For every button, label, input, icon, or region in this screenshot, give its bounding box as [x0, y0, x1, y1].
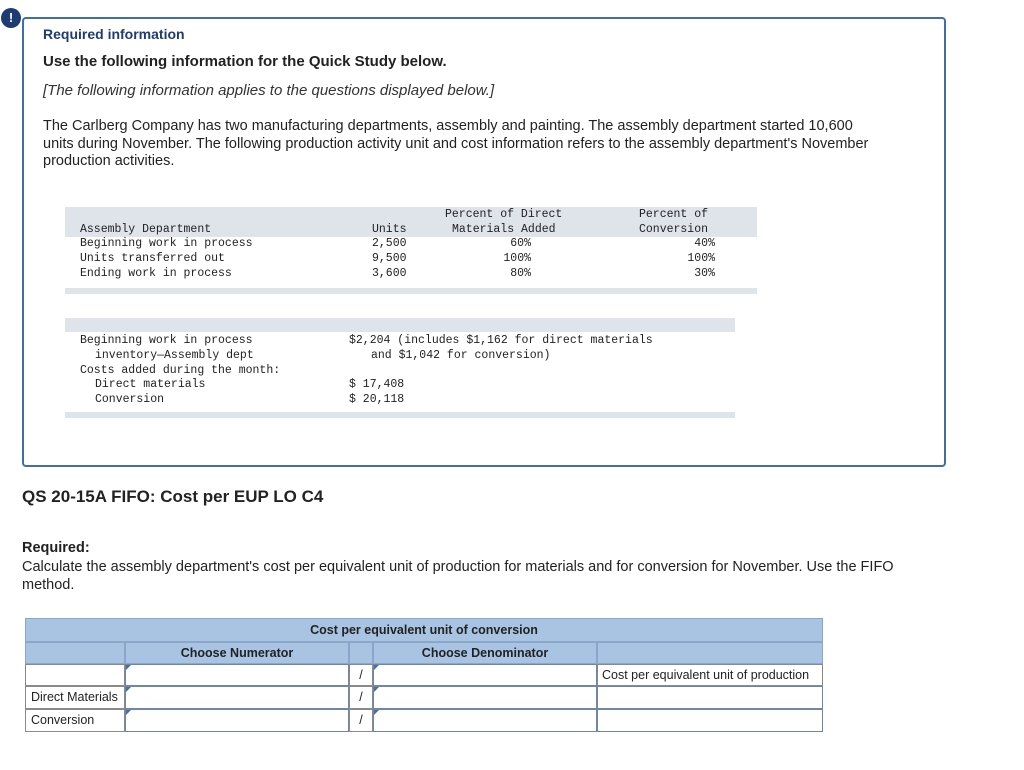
- row-label-conversion: Conversion: [25, 709, 125, 732]
- row-label-blank: [25, 664, 125, 686]
- conv-numerator-select[interactable]: [125, 709, 349, 732]
- bwip-value-1: $2,204 (includes $1,162 for direct materials: [349, 334, 653, 347]
- dm-denominator-select[interactable]: [373, 686, 597, 709]
- question-heading: QS 20-15A FIFO: Cost per EUP LO C4: [22, 487, 324, 506]
- dm-cost-value: $ 17,408: [349, 378, 405, 391]
- bwip-label-2: inventory—Assembly dept: [95, 349, 254, 362]
- row-units: 9,500: [372, 252, 407, 265]
- dm-cost-label: Direct materials: [95, 378, 206, 391]
- bwip-value-2: and $1,042 for conversion): [371, 349, 551, 362]
- row-label: Beginning work in process: [80, 237, 253, 250]
- bwip-label-1: Beginning work in process: [80, 334, 253, 347]
- divide-sign: /: [349, 686, 373, 709]
- conv-cost-per-eup-input[interactable]: [597, 709, 823, 732]
- divide-sign: /: [349, 664, 373, 686]
- col-header-conv-1: Percent of: [639, 208, 709, 221]
- dm-numerator-select[interactable]: [125, 686, 349, 709]
- result-header: Cost per equivalent unit of production: [597, 664, 823, 686]
- alert-badge: [1, 8, 21, 28]
- denominator-select[interactable]: [373, 664, 597, 686]
- conv-cost-value: $ 20,118: [349, 393, 405, 406]
- answer-table-title: Cost per equivalent unit of conversion: [25, 618, 823, 642]
- dropdown-marker-icon: [126, 710, 131, 715]
- required-info-label: Required information: [43, 26, 185, 42]
- table1-bottom-rule: [65, 288, 757, 294]
- dropdown-marker-icon: [374, 710, 379, 715]
- costs-added-label: Costs added during the month:: [80, 364, 281, 377]
- col-header-conv-2: Conversion: [639, 223, 709, 236]
- row-dm: 60%: [510, 237, 531, 250]
- answer-table: [25, 618, 823, 732]
- problem-description: The Carlberg Company has two manufacturing departments, assembly and painting. The assembly department started 10,600 units during November. The following production activity unit and cost information refers to the assembly department's November production activities.: [43, 118, 869, 169]
- dropdown-marker-icon: [126, 687, 131, 692]
- col-header-dept: Assembly Department: [80, 223, 212, 236]
- result-header-blank: [597, 642, 823, 664]
- col-header-dm-2: Materials Added: [452, 223, 556, 236]
- table2-bottom-rule: [65, 412, 735, 418]
- row-conv: 100%: [687, 252, 715, 265]
- row-conv: 30%: [694, 267, 715, 280]
- table2-header-band: [65, 318, 735, 332]
- info-note: [The following information applies to the questions displayed below.]: [43, 82, 495, 99]
- numerator-header: Choose Numerator: [125, 642, 349, 664]
- numerator-select[interactable]: [125, 664, 349, 686]
- row-label: Units transferred out: [80, 252, 225, 265]
- row-units: 3,600: [372, 267, 407, 280]
- dropdown-marker-icon: [374, 687, 379, 692]
- conv-cost-label: Conversion: [95, 393, 165, 406]
- dm-cost-per-eup-input[interactable]: [597, 686, 823, 709]
- row-dm: 100%: [503, 252, 531, 265]
- col-header-units: Units: [372, 223, 407, 236]
- row-dm: 80%: [510, 267, 531, 280]
- divide-sign: /: [349, 709, 373, 732]
- header-divider-blank: [349, 642, 373, 664]
- row-label-direct-materials: Direct Materials: [25, 686, 125, 709]
- header-blank: [25, 642, 125, 664]
- denominator-header: Choose Denominator: [373, 642, 597, 664]
- row-conv: 40%: [694, 237, 715, 250]
- question-instruction: Calculate the assembly department's cost per equivalent unit of production for materials and for conversion for November. Use the FIFO method.: [22, 559, 894, 593]
- dropdown-marker-icon: [374, 665, 379, 670]
- col-header-dm-1: Percent of Direct: [445, 208, 563, 221]
- required-label: Required:: [22, 540, 90, 556]
- exclamation-icon: !: [8, 10, 14, 25]
- row-label: Ending work in process: [80, 267, 232, 280]
- conv-denominator-select[interactable]: [373, 709, 597, 732]
- dropdown-marker-icon: [126, 665, 131, 670]
- row-units: 2,500: [372, 237, 407, 250]
- instruction-heading: Use the following information for the Quick Study below.: [43, 53, 447, 70]
